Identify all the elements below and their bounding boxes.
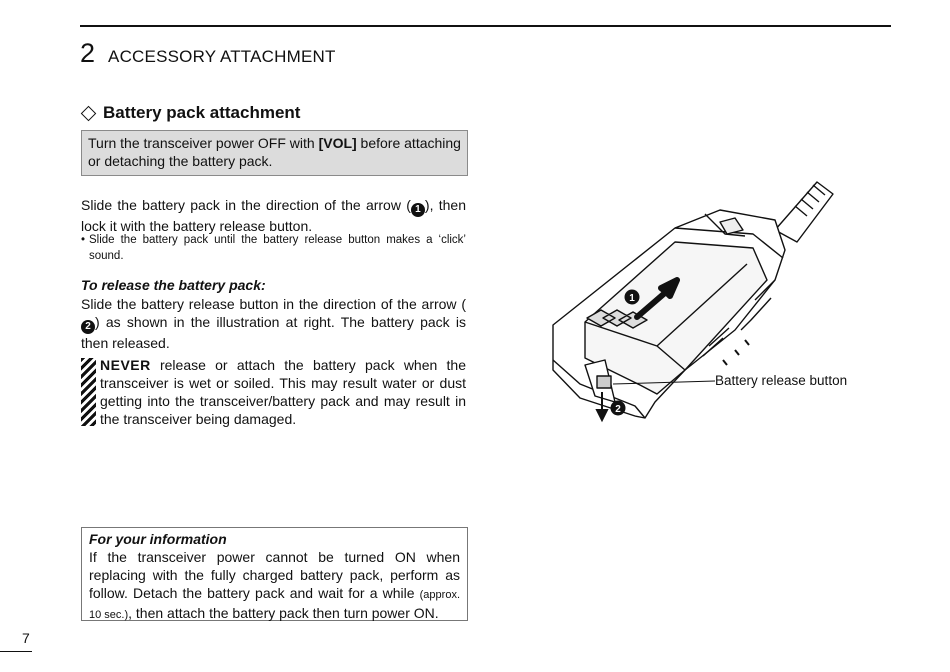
warning-text xyxy=(100,356,466,428)
release-subheading: To release the battery pack: xyxy=(81,277,266,293)
chapter-number: 2 xyxy=(80,38,96,68)
page-number: 7 xyxy=(22,630,30,646)
info-text-after: , then attach the battery pack then turn power ON. xyxy=(128,605,439,621)
release-paragraph xyxy=(81,295,466,352)
header-rule xyxy=(80,25,891,27)
attach-bullet-text: Slide the battery pack until the battery release button makes a ‘click’ sound. xyxy=(89,234,466,262)
marker-2-icon: 2 xyxy=(81,320,95,334)
chapter-heading xyxy=(80,38,336,68)
info-body xyxy=(89,548,460,624)
info-box xyxy=(81,527,468,621)
power-off-note xyxy=(81,130,468,176)
marker-2-badge xyxy=(611,401,626,416)
warning-bold: NEVER xyxy=(100,357,151,373)
marker-1-icon: 1 xyxy=(411,203,425,217)
attach-text-before: Slide the battery pack in the direction of the arrow ( xyxy=(81,197,411,213)
info-text-before: If the transceiver power cannot be turned ON when replacing with the fully charged battery pack, perform as follow. Detach the battery pack and wait for a while xyxy=(89,549,460,601)
info-title: For your information xyxy=(89,531,227,547)
transceiver-illustration xyxy=(545,170,875,430)
attach-bullet xyxy=(81,232,466,264)
section-heading xyxy=(81,103,300,123)
release-button-icon xyxy=(597,376,611,388)
note-text-before: Turn the transceiver power OFF with xyxy=(88,135,319,151)
warning-body: release or attach the battery pack when the transceiver is wet or soiled. This may result water or dust getting into the transceiver/battery pack and may result in the transceiver being damaged. xyxy=(100,357,466,427)
attach-paragraph xyxy=(81,196,466,235)
info-small-text: (approx. 10 sec.) xyxy=(89,589,460,621)
page-number-rule xyxy=(0,651,32,652)
callout-label: Battery release button xyxy=(715,373,848,388)
release-text-before: Slide the battery release button in the direction of the arrow ( xyxy=(81,296,466,312)
marker-1-badge xyxy=(625,290,640,305)
note-text-after: before attaching or detaching the battery pack. xyxy=(88,135,461,169)
attach-text-after: ), then lock it with the battery release button. xyxy=(81,197,466,234)
diamond-icon xyxy=(81,105,97,121)
warning-hatch-icon xyxy=(81,358,96,426)
section-title: Battery pack attachment xyxy=(103,103,301,122)
release-text-after: ) as shown in the illustration at right. The battery pack is then released. xyxy=(81,314,466,351)
illus-marker-2-text: 2 xyxy=(615,404,621,415)
bullet-icon: • xyxy=(81,234,86,246)
illus-marker-1-text: 1 xyxy=(629,293,635,304)
chapter-title: ACCESSORY ATTACHMENT xyxy=(108,47,336,66)
note-bold-key: [VOL] xyxy=(318,135,357,151)
antenna-icon xyxy=(775,182,833,242)
